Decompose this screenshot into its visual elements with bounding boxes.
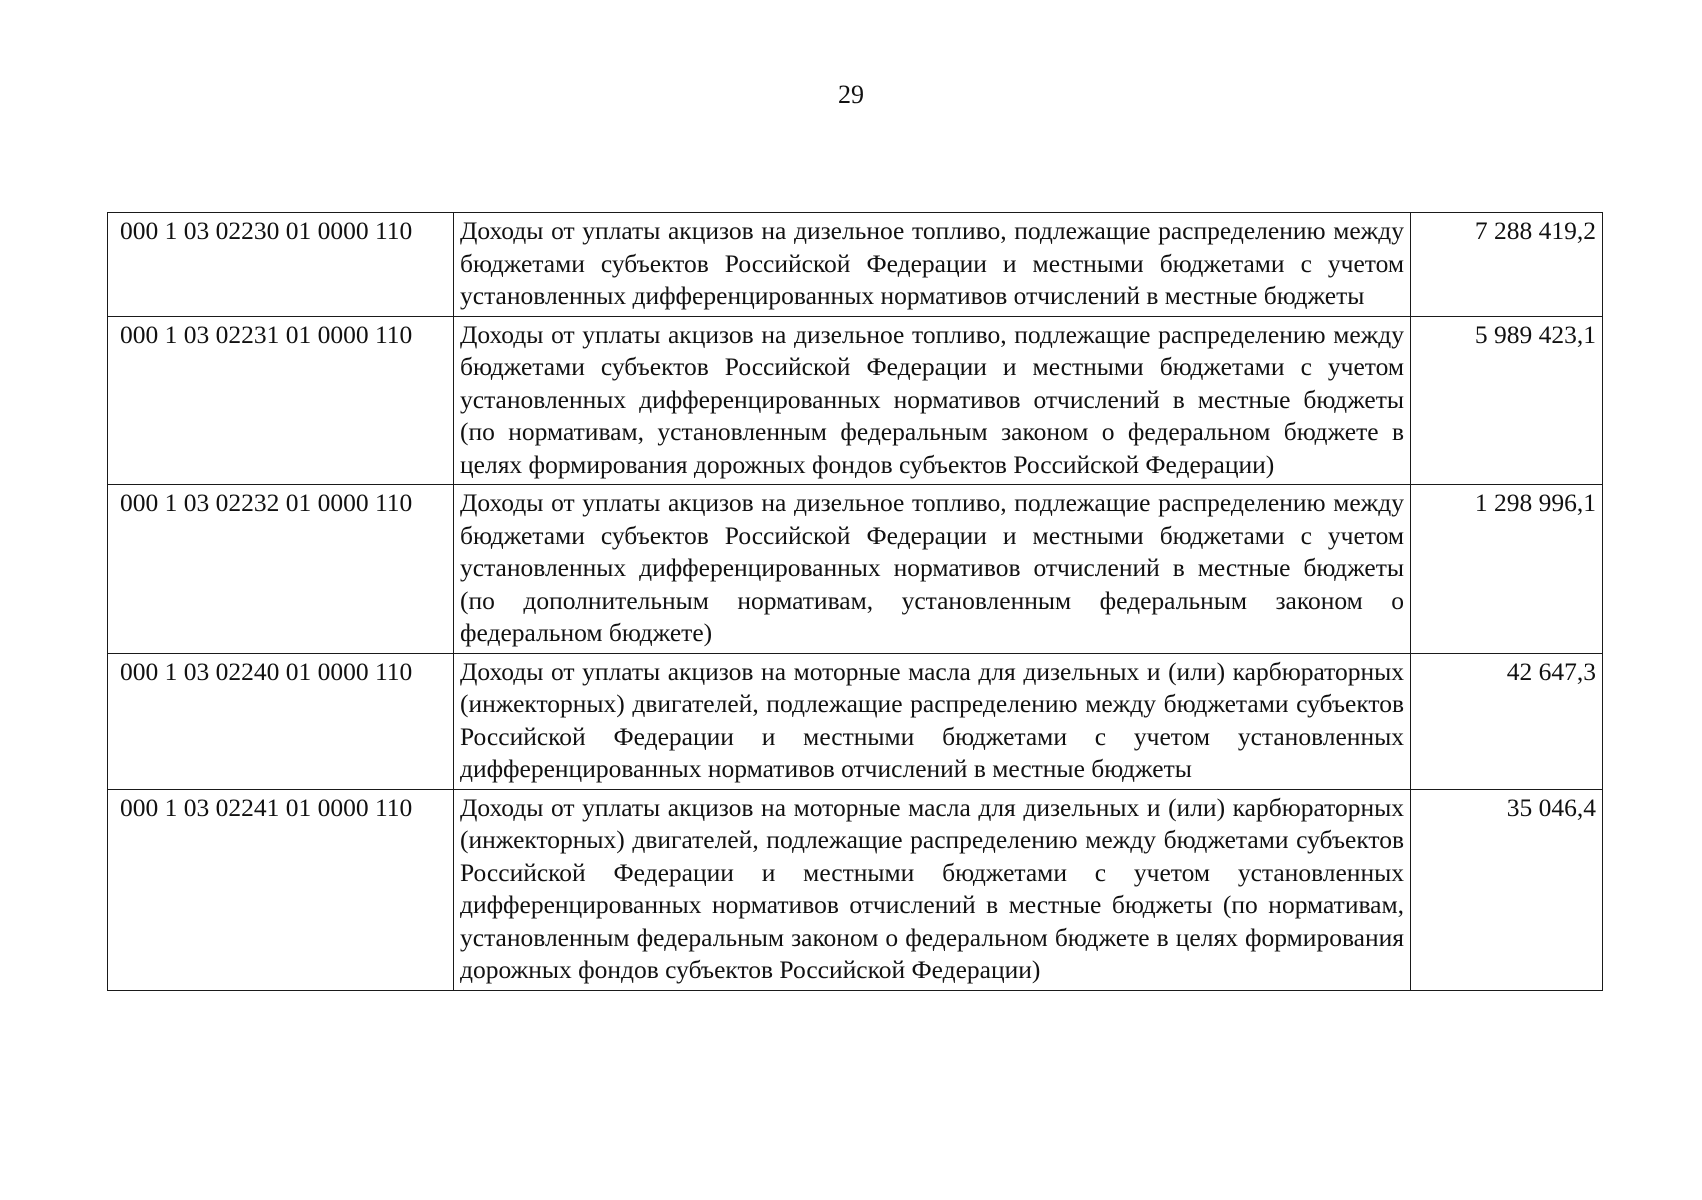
table-row <box>108 653 1603 789</box>
table-row <box>108 213 1603 317</box>
table-row <box>108 485 1603 654</box>
budget-classification-code: 000 1 03 02230 01 0000 110 <box>108 213 454 317</box>
revenue-amount: 7 288 419,2 <box>1411 213 1603 317</box>
revenue-description: Доходы от уплаты акцизов на дизельное топливо, подлежащие распределению между бюджетами субъектов Российской Федерации и местными бюджетами с учетом установленных дифференцированных нормативов отчислений в местные бюджеты <box>454 213 1411 317</box>
budget-classification-code: 000 1 03 02231 01 0000 110 <box>108 316 454 485</box>
revenue-amount: 35 046,4 <box>1411 789 1603 990</box>
budget-classification-code: 000 1 03 02240 01 0000 110 <box>108 653 454 789</box>
table-row <box>108 789 1603 990</box>
revenue-table <box>107 212 1603 991</box>
revenue-description: Доходы от уплаты акцизов на дизельное топливо, подлежащие распределению между бюджетами субъектов Российской Федерации и местными бюджетами с учетом установленных дифференцированных нормативов отчислений в местные бюджеты (по нормативам, установленным федеральным законом о федеральном бюджете в целях формирования дорожных фондов субъектов Российской Федерации) <box>454 316 1411 485</box>
revenue-amount: 1 298 996,1 <box>1411 485 1603 654</box>
revenue-description: Доходы от уплаты акцизов на дизельное топливо, подлежащие распределению между бюджетами субъектов Российской Федерации и местными бюджетами с учетом установленных дифференцированных нормативов отчислений в местные бюджеты (по дополнительным нормативам, установленным федеральным законом о федеральном бюджете) <box>454 485 1411 654</box>
budget-classification-code: 000 1 03 02232 01 0000 110 <box>108 485 454 654</box>
budget-classification-code: 000 1 03 02241 01 0000 110 <box>108 789 454 990</box>
table-row <box>108 316 1603 485</box>
revenue-amount: 5 989 423,1 <box>1411 316 1603 485</box>
revenue-amount: 42 647,3 <box>1411 653 1603 789</box>
page-number: 29 <box>838 80 864 109</box>
revenue-description: Доходы от уплаты акцизов на моторные масла для дизельных и (или) карбюраторных (инжекторных) двигателей, подлежащие распределению между бюджетами субъектов Российской Федерации и местными бюджетами с учетом установленных дифференцированных нормативов отчислений в местные бюджеты (по нормативам, установленным федеральным законом о федеральном бюджете в целях формирования дорожных фондов субъектов Российской Федерации) <box>454 789 1411 990</box>
revenue-description: Доходы от уплаты акцизов на моторные масла для дизельных и (или) карбюраторных (инжекторных) двигателей, подлежащие распределению между бюджетами субъектов Российской Федерации и местными бюджетами с учетом установленных дифференцированных нормативов отчислений в местные бюджеты <box>454 653 1411 789</box>
